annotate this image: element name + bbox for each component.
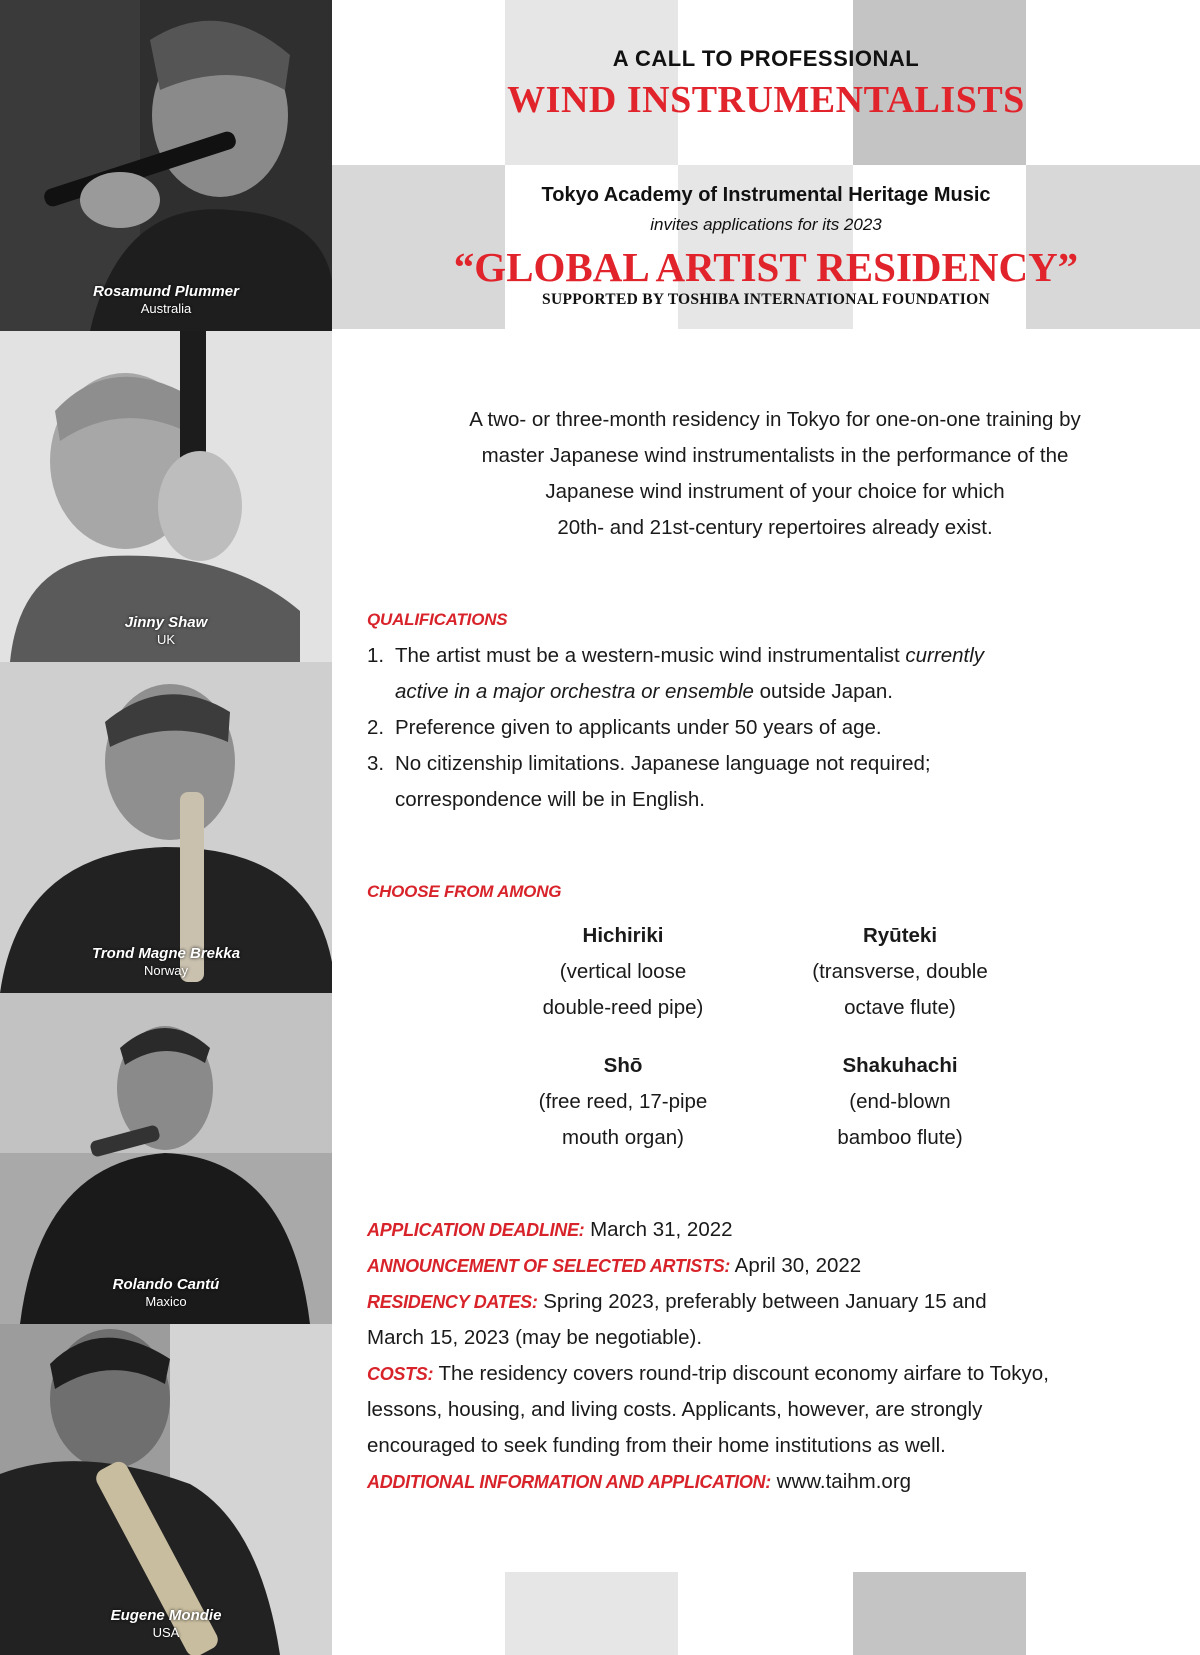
bg-block — [505, 1572, 678, 1655]
detail-label: APPLICATION DEADLINE: — [367, 1220, 585, 1240]
detail-label: RESIDENCY DATES: — [367, 1292, 538, 1312]
list-number: 3. — [367, 752, 385, 775]
detail-value: March 15, 2023 (may be negotiable). — [367, 1326, 703, 1349]
artist-country: Norway — [143, 963, 189, 978]
instrument-name: Shō — [603, 1054, 643, 1077]
choose-heading: CHOOSE FROM AMONG — [367, 882, 562, 901]
list-item — [367, 710, 1167, 746]
intro-paragraph — [370, 402, 1180, 546]
instrument-name: Hichiriki — [582, 924, 664, 947]
instrument-desc: bamboo flute) — [837, 1126, 963, 1149]
detail-info — [367, 1464, 1187, 1500]
artist-country: Maxico — [145, 1294, 187, 1309]
artist-caption — [0, 614, 332, 647]
detail-costs-continued — [367, 1392, 1187, 1428]
instrument-desc: mouth organ) — [562, 1126, 684, 1149]
list-text: Preference given to applicants under 50 years of age. — [395, 716, 882, 739]
list-text: The artist must be a western-music wind instrumentalist — [395, 644, 906, 667]
photo-portrait-icon — [0, 1324, 332, 1655]
instrument-sho — [483, 1048, 763, 1156]
list-item-continued — [367, 782, 1167, 818]
intro-line: Japanese wind instrument of your choice for which — [545, 480, 1005, 503]
list-text: outside Japan. — [753, 680, 893, 703]
supported-by: SUPPORTED BY TOSHIBA INTERNATIONAL FOUNDATION — [542, 291, 990, 308]
list-emphasis: currently — [905, 644, 985, 667]
artist-photo-rosamund — [0, 0, 332, 331]
detail-costs-continued — [367, 1428, 1187, 1464]
detail-value: March 31, 2022 — [584, 1218, 733, 1241]
instrument-name: Ryūteki — [862, 924, 938, 947]
artist-photo-jinny — [0, 331, 332, 662]
list-item — [367, 638, 1167, 674]
artist-caption — [0, 1276, 332, 1309]
bg-block — [853, 1572, 1026, 1655]
artist-photo-trond — [0, 662, 332, 993]
detail-dates — [367, 1284, 1187, 1320]
artist-name: Rosamund Plummer — [93, 283, 239, 300]
invites-line: invites applications for its 2023 — [650, 215, 882, 234]
artist-caption — [0, 283, 332, 316]
detail-value: lessons, housing, and living costs. Applicants, however, are strongly — [367, 1398, 983, 1421]
instrument-ryuteki — [760, 918, 1040, 1026]
instrument-desc: (end-blown — [849, 1090, 951, 1113]
instrument-desc: (vertical loose — [559, 960, 687, 983]
photo-portrait-icon — [0, 0, 332, 331]
instrument-desc: (free reed, 17-pipe — [538, 1090, 708, 1113]
artist-photo-column — [0, 0, 332, 1655]
artist-photo-rolando — [0, 993, 332, 1324]
artist-name: Rolando Cantú — [112, 1276, 220, 1293]
list-item-continued — [367, 674, 1167, 710]
list-text: No citizenship limitations. Japanese language not required; — [395, 752, 931, 775]
details-section — [367, 1212, 1187, 1500]
list-text: correspondence will be in English. — [395, 788, 705, 811]
detail-label: ANNOUNCEMENT OF SELECTED ARTISTS: — [367, 1256, 731, 1276]
detail-announcement — [367, 1248, 1187, 1284]
list-item — [367, 746, 1167, 782]
intro-line: 20th- and 21st-century repertoires already exist. — [557, 516, 993, 539]
detail-deadline — [367, 1212, 1187, 1248]
detail-dates-continued — [367, 1320, 1187, 1356]
artist-photo-eugene — [0, 1324, 332, 1655]
artist-country: Australia — [140, 301, 192, 316]
artist-name: Eugene Mondie — [110, 1607, 222, 1624]
detail-costs — [367, 1356, 1187, 1392]
list-emphasis: active in a major orchestra or ensemble — [395, 680, 754, 703]
detail-value: April 30, 2022 — [730, 1254, 862, 1277]
artist-country: UK — [156, 632, 176, 647]
instrument-desc: octave flute) — [844, 996, 956, 1019]
artist-country: USA — [152, 1625, 180, 1640]
academy-name: Tokyo Academy of Instrumental Heritage Music — [541, 184, 991, 206]
detail-value: encouraged to seek funding from their home institutions as well. — [367, 1434, 946, 1457]
photo-portrait-icon — [0, 662, 332, 993]
qualifications-list — [367, 638, 1167, 818]
intro-line: master Japanese wind instrumentalists in the performance of the — [481, 444, 1069, 467]
artist-caption — [0, 1607, 332, 1640]
detail-label: ADDITIONAL INFORMATION AND APPLICATION: — [367, 1472, 771, 1492]
detail-value: The residency covers round-trip discount economy airfare to Tokyo, — [433, 1362, 1049, 1385]
page-title: WIND INSTRUMENTALISTS — [507, 79, 1025, 121]
detail-label: COSTS: — [367, 1364, 434, 1384]
website-link[interactable]: www.taihm.org — [770, 1470, 912, 1493]
qualifications-heading: QUALIFICATIONS — [367, 610, 508, 629]
photo-portrait-icon — [0, 331, 332, 662]
artist-name: Jinny Shaw — [124, 614, 208, 631]
instrument-hichiriki — [483, 918, 763, 1026]
intro-line: A two- or three-month residency in Tokyo for one-on-one training by — [469, 408, 1081, 431]
instrument-shakuhachi — [760, 1048, 1040, 1156]
instrument-desc: (transverse, double — [812, 960, 988, 983]
list-number: 1. — [367, 644, 385, 667]
instrument-name: Shakuhachi — [842, 1054, 958, 1077]
artist-caption — [0, 945, 332, 978]
residency-title: “GLOBAL ARTIST RESIDENCY” — [453, 244, 1079, 290]
photo-portrait-icon — [0, 993, 332, 1324]
detail-value: Spring 2023, preferably between January 15 and — [537, 1290, 987, 1313]
instrument-desc: double-reed pipe) — [542, 996, 704, 1019]
call-heading: A CALL TO PROFESSIONAL — [612, 46, 920, 71]
artist-name: Trond Magne Brekka — [91, 945, 241, 962]
list-number: 2. — [367, 716, 385, 739]
